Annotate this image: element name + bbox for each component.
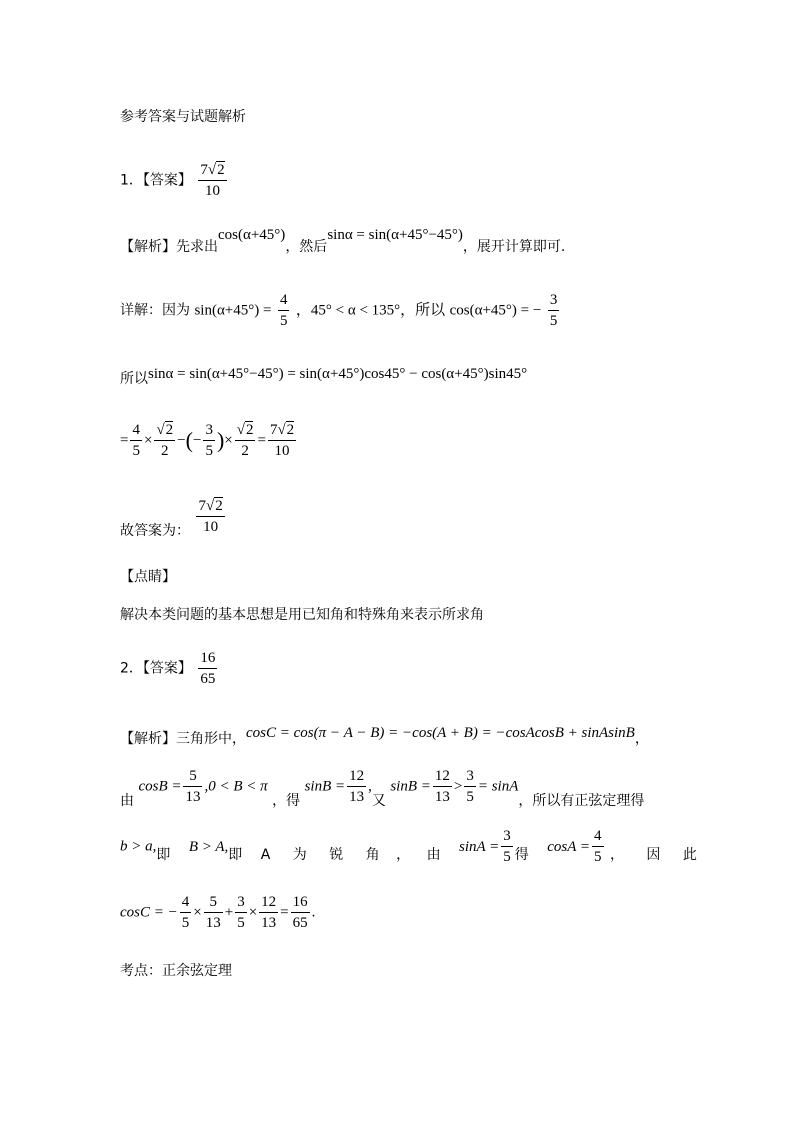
q1-final-label: 故答案为：	[120, 522, 190, 539]
q2-topic-line: 考点：正余弦定理	[120, 963, 232, 979]
q2-analysis-label: 【解析】	[120, 731, 176, 747]
q2-answer-label: 【答案】	[142, 660, 192, 677]
q1-analysis-label: 【解析】	[120, 239, 176, 255]
q2-result-line: cosC = − $\frac{4}{5}$ × $\frac{5}{13}$ + $\frac{3}{5}$ × $\frac{12}{13}$ = $\frac{16}{65}$ .	[120, 894, 316, 931]
q1-sin-fraction: $\frac{4}{5}$	[279, 292, 288, 329]
q1-analysis-line: 【解析】先求出cos(α+45°)，然后sinα = sin(α+45°−45°)，展开计算即可.	[120, 227, 566, 255]
q1-cos-fraction: $\frac{3}{5}$	[549, 292, 558, 329]
q1-comment-label: 【点睛】	[120, 569, 176, 585]
q2-analysis-line: 【解析】三角形中，cosC = cos(π − A − B) = −cos(A + B) = −cosAcosB + sinAsinB，	[120, 725, 649, 747]
q1-answer-fraction: $\frac{7√2}{10}$	[200, 162, 225, 199]
q2-given-line: 由 cosB = $\frac{5}{13}$ ,0 < B < π ，得 sinB = $\frac{12}{13}$ ,又 sinB = $\frac{12}{13}$ > $\frac{3}{5}$ = sinA，所以有正弦定理得	[120, 768, 645, 809]
q1-answer-line	[120, 160, 229, 201]
q1-comment-text: 解决本类问题的基本思想是用已知角和特殊角来表示所求角	[120, 607, 484, 623]
q1-analysis-expr1: cos(α+45°)	[218, 227, 286, 243]
q1-expansion-expr: sinα = sin(α+45°−45°) = sin(α+45°)cos45° − cos(α+45°)sin45°	[148, 366, 528, 382]
page-title-text: 参考答案与试题解析	[120, 109, 246, 125]
q1-calc-line: = $\frac{4}{5}$ × $\frac{√2}{2}$ −(− $\frac{3}{5}$ )× $\frac{√2}{2}$ = $\frac{7√2}{10}$	[120, 422, 295, 459]
q1-analysis-expr2: sinα = sin(α+45°−45°)	[327, 227, 463, 243]
page-title	[120, 106, 246, 126]
q2-number: 2．	[120, 660, 143, 677]
q1-final-fraction: $\frac{7√2}{10}$	[198, 498, 223, 535]
q1-detail-line: 详解：因为 sin(α+45°) = $\frac{4}{5}$ ，45° < α < 135°，所以 cos(α+45°) = − $\frac{3}{5}$	[120, 292, 558, 329]
q2-deduce-line: b > a,即 B > A,即 A 为 锐 角 ， 由 sinA = $\frac{3}{5}$ 得 cosA = $\frac{4}{5}$ ， 因 此	[120, 828, 697, 865]
q1-detail-label: 详解：因为	[120, 302, 190, 319]
q1-final-line	[120, 496, 227, 537]
q1-answer-label: 【答案】	[142, 172, 192, 189]
q1-number: 1．	[120, 172, 143, 189]
q2-analysis-expr: cosC = cos(π − A − B) = −cos(A + B) = −cosAcosB + sinAsinB	[246, 725, 635, 741]
q2-answer-line	[120, 648, 219, 689]
q1-expansion-line: 所以sinα = sin(α+45°−45°) = sin(α+45°)cos45° − cos(α+45°)sin45°	[120, 366, 528, 387]
q2-answer-fraction: $\frac{16}{65}$	[200, 650, 216, 687]
